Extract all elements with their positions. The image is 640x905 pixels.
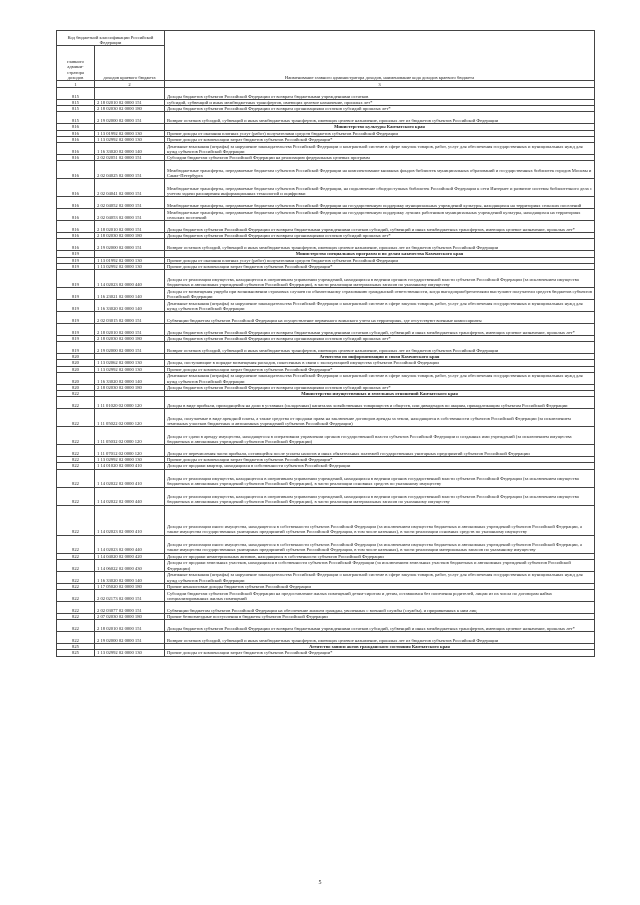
- table-row: [57, 620, 595, 632]
- admin-code-cell: 820: [57, 372, 95, 384]
- revenue-name-cell: Прочие доходы от оказания платных услуг (работ) получателями средств бюджетов субъектов Российской Федерации: [165, 257, 595, 263]
- admin-code-cell: 815: [57, 88, 95, 100]
- admin-code-cell: 822: [57, 391, 95, 397]
- revenue-code-cell: 2 07 02030 02 0000 180: [95, 614, 165, 620]
- admin-code-cell: 815: [57, 106, 95, 112]
- admin-code-cell: 820: [57, 360, 95, 366]
- admin-column-header: главного админи-стратора доходов: [57, 46, 95, 81]
- admin-code-cell: 822: [57, 505, 95, 535]
- admin-code-cell: 820: [57, 366, 95, 372]
- revenue-code-cell: 1 16 33020 02 0000 140: [95, 571, 165, 583]
- revenue-name-cell: Возврат остатков субсидий, субвенций и иных межбюджетных трансфертов, имеющих целевое назначение, прошлых лет из бюджетов субъектов Российской Федерации: [165, 632, 595, 644]
- revenue-name-cell: Прочие доходы от компенсации затрат бюджетов субъектов Российской Федерации*: [165, 366, 595, 372]
- revenue-code-cell: 2 02 04053 02 0000 151: [95, 209, 165, 221]
- revenue-name-cell: Прочие доходы от компенсации затрат бюджетов субъектов Российской Федерации*: [165, 136, 595, 142]
- admin-code-cell: 822: [57, 535, 95, 553]
- revenue-code-cell: 1 14 02022 02 0000 410: [95, 469, 165, 487]
- revenue-name-cell: Доходы, получаемые в виде арендной платы, а также средства от продажи права на заключение договоров аренды за земли, находящиеся в собственности субъектов Российской Федерации (за исключением земельных участков бюджетных и автономных учреждений субъектов Российской Федерации): [165, 409, 595, 427]
- admin-code-cell: 819: [57, 251, 95, 257]
- admin-code-cell: 822: [57, 559, 95, 571]
- revenue-code-cell: 2 18 02030 02 0000 180: [95, 233, 165, 239]
- revenue-code-cell: 2 18 02030 02 0000 180: [95, 106, 165, 112]
- admin-code-cell: 816: [57, 179, 95, 197]
- admin-code-cell: 822: [57, 457, 95, 463]
- table-row: [57, 197, 595, 209]
- admin-code-cell: 822: [57, 583, 95, 589]
- admin-code-cell: 822: [57, 427, 95, 445]
- table-row: [57, 590, 595, 602]
- table-row: [57, 112, 595, 124]
- revenue-code-cell: 1 13 02992 02 0000 130: [95, 366, 165, 372]
- revenue-name-cell: Межбюджетные трансферты, передаваемые бюджетам субъектов Российской Федерации на государственную поддержку лучших работников муниципальных учреждений культуры, находящихся на территориях сельских поселений: [165, 209, 595, 221]
- revenue-code-cell: 2 19 02000 02 0000 151: [95, 239, 165, 251]
- name-column-header: Наименование главного администратора доходов, наименование кода доходов краевого бюджета: [165, 31, 595, 81]
- column-number: 1: [57, 81, 95, 88]
- revenue-name-cell: Доходы бюджетов субъектов Российской Федерации от возврата организациями остатков субсидий прошлых лет*: [165, 233, 595, 239]
- revenue-name-cell: Доходы от возмещения ущерба при возникновении страховых случаев по обязательному страхованию гражданской ответственности, когда выгодоприобретателями выступают получатели средств бюджетов субъектов Российской Федерации: [165, 288, 595, 300]
- revenue-name-cell: Доходы от реализации иного имущества, находящегося в собственности субъектов Российской Федерации (за исключением имущества бюджетных и автономных учреждений субъектов Российской Федерации, а также имущества государственных унитарных предприятий субъектов Российской Федерации, в том числе казенных), в части реализации материальных запасов по указанному имуществу: [165, 535, 595, 553]
- revenue-code-cell: [95, 88, 165, 100]
- admin-code-cell: 816: [57, 233, 95, 239]
- revenue-name-cell: Доходы от продажи нематериальных активов, находящихся в собственности субъектов Российской Федерации: [165, 553, 595, 559]
- revenue-name-cell: Доходы в виде прибыли, приходящейся на доли в уставных (складочных) капиталах хозяйственных товариществ и обществ, или дивидендов по акциям, принадлежащим субъектам Российской Федерации: [165, 397, 595, 409]
- column-number: 2: [95, 81, 165, 88]
- admin-code-cell: 816: [57, 221, 95, 233]
- admin-code-cell: 816: [57, 155, 95, 161]
- admin-code-cell: 820: [57, 384, 95, 390]
- table-row: [57, 409, 595, 427]
- revenue-name-cell: Агентство записи актов гражданского состояния Камчатского края: [165, 644, 595, 650]
- admin-code-cell: 825: [57, 644, 95, 650]
- revenue-name-cell: Межбюджетные трансферты, передаваемые бюджетам субъектов Российской Федерации на комплектование книжных фондов библиотек муниципальных образований и государственных библиотек городов Москвы и Санкт-Петербурга: [165, 161, 595, 179]
- table-row: [57, 312, 595, 324]
- revenue-code-cell: 1 14 02023 02 0000 410: [95, 505, 165, 535]
- table-row: [57, 221, 595, 233]
- revenue-name-cell: Денежные взыскания (штрафы) за нарушение законодательства Российской Федерации о контрактной системе в сфере закупок товаров, работ, услуг для обеспечения государственных и муниципальных нужд для нужд субъектов Российской Федерации: [165, 372, 595, 384]
- table-row: [57, 209, 595, 221]
- page-number: 5: [318, 880, 322, 886]
- revenue-name-cell: Доходы, поступающие в порядке возмещения расходов, понесенных в связи с эксплуатацией имущества субъектов Российской Федерации: [165, 360, 595, 366]
- admin-code-cell: 819: [57, 270, 95, 288]
- revenue-code-cell: 1 13 01992 02 0000 130: [95, 130, 165, 136]
- revenue-code-cell: 1 14 02023 02 0000 440: [95, 270, 165, 288]
- revenue-name-cell: Доходы от продажи квартир, находящихся в собственности субъектов Российской Федерации: [165, 463, 595, 469]
- table-row: [57, 505, 595, 535]
- revenue-name-cell: Доходы от реализации имущества, находящегося в оперативном управлении учреждений, находящихся в ведении органов государственной власти субъектов Российской Федерации (за исключением имущества бюджетных и автономных учреждений субъектов Российской Федерации), в части реализации материальных запасов по указанному имуществу: [165, 487, 595, 505]
- revenue-name-cell: Возврат остатков субсидий, субвенций и иных межбюджетных трансфертов, имеющих целевое назначение, прошлых лет из бюджетов субъектов Российской Федерации: [165, 112, 595, 124]
- revenue-name-cell: Доходы от реализации имущества, находящегося в оперативном управлении учреждений, находящихся в ведении органов государственной власти субъектов Российской Федерации (за исключением имущества бюджетных и автономных учреждений субъектов Российской Федерации), в части реализации основных средств по указанному имуществу: [165, 469, 595, 487]
- admin-code-cell: 822: [57, 553, 95, 559]
- table-row: [57, 342, 595, 354]
- revenue-name-cell: Прочие доходы от компенсации затрат бюджетов субъектов Российской Федерации*: [165, 650, 595, 656]
- admin-code-cell: 816: [57, 197, 95, 209]
- revenue-code-cell: 2 19 02000 02 0000 151: [95, 632, 165, 644]
- revenue-name-cell: Министерство культуры Камчатского края: [165, 124, 595, 130]
- revenue-name-cell: Доходы от перечисления части прибыли, остающейся после уплаты налогов и иных обязательных платежей государственных унитарных предприятий субъектов Российской Федерации: [165, 445, 595, 457]
- revenue-name-cell: Субсидии бюджетам субъектов Российской Федерации на реализацию федеральных целевых программ: [165, 155, 595, 161]
- revenue-name-cell: Доходы от реализации иного имущества, находящегося в собственности субъектов Российской Федерации (за исключением имущества бюджетных и автономных учреждений субъектов Российской Федерации, а также имущества государственных унитарных предприятий субъектов Российской Федерации, в том числе казенных), в части реализации основных средств по указанному имуществу: [165, 505, 595, 535]
- admin-code-cell: 822: [57, 620, 95, 632]
- admin-code-cell: 820: [57, 354, 95, 360]
- table-row: [57, 445, 595, 457]
- table-row: [57, 288, 595, 300]
- revenue-code-cell: 2 19 02000 02 0000 151: [95, 342, 165, 354]
- admin-code-cell: 825: [57, 650, 95, 656]
- revenue-code-cell: 1 13 02992 02 0000 130: [95, 136, 165, 142]
- admin-code-cell: 822: [57, 397, 95, 409]
- revenue-code-cell: 1 16 23021 02 0000 140: [95, 288, 165, 300]
- admin-code-cell: 819: [57, 257, 95, 263]
- admin-code-cell: 816: [57, 161, 95, 179]
- revenue-code-cell: 1 14 02023 02 0000 440: [95, 535, 165, 553]
- admin-code-cell: 819: [57, 336, 95, 342]
- revenue-name-cell: Субсидии бюджетам субъектов Российской Федерации на предоставление жилых помещений детям-сиротам и детям, оставшимся без попечения родителей, лицам из их числа по договорам найма специализированных жилых помещений: [165, 590, 595, 602]
- admin-code-cell: 819: [57, 312, 95, 324]
- revenue-name-cell: Прочие неналоговые доходы бюджетов субъектов Российской Федерации: [165, 583, 595, 589]
- revenue-name-cell: Агентство по информатизации и связи Камчатского края: [165, 354, 595, 360]
- table-row: [57, 300, 595, 312]
- revenue-code-cell: 1 17 05020 02 0000 180: [95, 583, 165, 589]
- revenue-code-cell: 2 18 02010 02 0000 151: [95, 221, 165, 233]
- admin-code-cell: 816: [57, 143, 95, 155]
- table-row: [57, 161, 595, 179]
- revenue-code-cell: 1 16 33020 02 0000 140: [95, 143, 165, 155]
- regional-column-header: доходов краевого бюджета: [95, 46, 165, 81]
- admin-code-cell: 822: [57, 571, 95, 583]
- revenue-code-cell: 2 02 04041 02 0000 151: [95, 179, 165, 197]
- revenue-code-cell: 2 02 02051 02 0000 151: [95, 155, 165, 161]
- table-row: [57, 559, 595, 571]
- admin-code-cell: 815: [57, 100, 95, 106]
- revenue-code-cell: 2 02 02173 02 0000 151: [95, 590, 165, 602]
- revenue-code-cell: 1 11 01020 02 0000 120: [95, 397, 165, 409]
- revenue-code-cell: 1 11 05032 02 0000 120: [95, 427, 165, 445]
- revenue-code-cell: 2 19 02000 02 0000 151: [95, 112, 165, 124]
- revenue-name-cell: Доходы бюджетов субъектов Российской Федерации от возврата бюджетными учреждениями остатков: [165, 88, 595, 100]
- table-row: [57, 179, 595, 197]
- table-row: [57, 571, 595, 583]
- column-number: 3: [165, 81, 595, 88]
- revenue-code-cell: 2 18 02030 02 0000 180: [95, 336, 165, 342]
- revenue-code-cell: 2 02 04052 02 0000 151: [95, 197, 165, 209]
- revenue-code-cell: 1 16 33020 02 0000 140: [95, 372, 165, 384]
- revenue-code-cell: 1 14 01020 02 0000 410: [95, 463, 165, 469]
- table-row: [57, 372, 595, 384]
- revenue-code-cell: 2 02 03015 02 0000 151: [95, 312, 165, 324]
- classification-header: Код бюджетной классификации Российской Федерации: [57, 31, 165, 46]
- table-row: [57, 650, 595, 656]
- column-number-row: [57, 81, 595, 88]
- admin-code-cell: 822: [57, 409, 95, 427]
- revenue-name-cell: Денежные взыскания (штрафы) за нарушение законодательства Российской Федерации о контрактной системе в сфере закупок товаров, работ, услуг для обеспечения государственных и муниципальных нужд для нужд субъектов Российской Федерации: [165, 571, 595, 583]
- revenue-name-cell: субсидий, субвенций и иных межбюджетных трансфертов, имеющих целевое назначение, прошлых лет*: [165, 100, 595, 106]
- revenue-name-cell: Возврат остатков субсидий, субвенций и иных межбюджетных трансфертов, имеющих целевое назначение, прошлых лет из бюджетов субъектов Российской Федерации: [165, 342, 595, 354]
- table-row: [57, 270, 595, 288]
- revenue-code-cell: 1 13 02992 02 0000 130: [95, 650, 165, 656]
- revenue-name-cell: Доходы бюджетов субъектов Российской Федерации от возврата бюджетными учреждениями остатков субсидий, субвенций и иных межбюджетных трансфертов, имеющих целевое назначение, прошлых лет*: [165, 620, 595, 632]
- table-row: [57, 397, 595, 409]
- admin-code-cell: 822: [57, 632, 95, 644]
- table-row: [57, 632, 595, 644]
- revenue-name-cell: Министерство специальных программ и по делам казачества Камчатского края: [165, 251, 595, 257]
- revenue-name-cell: Министерство имущественных и земельных отношений Камчатского края: [165, 391, 595, 397]
- revenue-name-cell: Возврат остатков субсидий, субвенций и иных межбюджетных трансфертов, имеющих целевое назначение, прошлых лет из бюджетов субъектов Российской Федерации: [165, 239, 595, 251]
- table-row: [57, 143, 595, 155]
- revenue-code-cell: 2 18 02010 02 0000 151: [95, 324, 165, 336]
- revenue-code-cell: 1 13 01992 02 0000 130: [95, 257, 165, 263]
- admin-code-cell: 816: [57, 239, 95, 251]
- revenue-name-cell: Доходы бюджетов субъектов Российской Федерации от возврата организациями остатков субсидий прошлых лет*: [165, 336, 595, 342]
- revenue-code-cell: 1 14 02022 02 0000 440: [95, 487, 165, 505]
- admin-code-cell: 819: [57, 288, 95, 300]
- revenue-name-cell: Доходы от продажи земельных участков, находящихся в собственности субъектов Российской Федерации (за исключением земельных участков бюджетных и автономных учреждений субъектов Российской Федерации): [165, 559, 595, 571]
- admin-code-cell: 816: [57, 136, 95, 142]
- table-row: [57, 427, 595, 445]
- admin-code-cell: 816: [57, 124, 95, 130]
- admin-code-cell: 822: [57, 463, 95, 469]
- revenue-code-cell: 2 18 02010 02 0000 151: [95, 100, 165, 106]
- admin-code-cell: 816: [57, 209, 95, 221]
- table-row: [57, 324, 595, 336]
- admin-code-cell: 819: [57, 300, 95, 312]
- revenue-code-cell: 1 14 06022 02 0000 430: [95, 559, 165, 571]
- revenue-name-cell: Доходы бюджетов субъектов Российской Федерации от возврата организациями остатков субсидий прошлых лет*: [165, 106, 595, 112]
- revenue-name-cell: Доходы бюджетов субъектов Российской Федерации от возврата бюджетными учреждениями остатков субсидий, субвенций и иных межбюджетных трансфертов, имеющих целевое назначение, прошлых лет*: [165, 221, 595, 233]
- revenue-code-cell: 2 02 04025 02 0000 151: [95, 161, 165, 179]
- revenue-code-cell: 1 14 04020 02 0000 420: [95, 553, 165, 559]
- admin-code-cell: 819: [57, 342, 95, 354]
- revenue-name-cell: Субвенции бюджетам субъектов Российской Федерации на обеспечение жильем граждан, уволенных с военной службы (службы), и приравненных к ним лиц: [165, 602, 595, 614]
- revenue-code-cell: 1 13 02992 02 0000 130: [95, 263, 165, 269]
- revenue-name-cell: Доходы от сдачи в аренду имущества, находящегося в оперативном управлении органов государственной власти субъектов Российской Федерации и созданных ими учреждений (за исключением имущества бюджетных и автономных учреждений субъектов Российской Федерации): [165, 427, 595, 445]
- revenue-code-cell: 2 18 02010 02 0000 151: [95, 620, 165, 632]
- admin-code-cell: 815: [57, 112, 95, 124]
- revenue-name-cell: Прочие доходы от компенсации затрат бюджетов субъектов Российской Федерации*: [165, 457, 595, 463]
- table-header-row: [57, 31, 595, 46]
- admin-code-cell: 822: [57, 590, 95, 602]
- revenue-name-cell: Межбюджетные трансферты, передаваемые бюджетам субъектов Российской Федерации, на подключение общедоступных библиотек Российской Федерации к сети Интернет и развитие системы библиотечного дела с учетом задачи расширения информационных технологий и оцифровки: [165, 179, 595, 197]
- revenue-name-cell: Субвенции бюджетам субъектов Российской Федерации на осуществление первичного воинского учета на территориях, где отсутствуют военные комиссариаты: [165, 312, 595, 324]
- revenue-code-cell: 1 16 33020 02 0000 140: [95, 300, 165, 312]
- revenue-code-cell: 2 18 02030 02 0000 180: [95, 384, 165, 390]
- revenue-code-cell: 1 13 02062 02 0000 130: [95, 360, 165, 366]
- table-row: [57, 602, 595, 614]
- revenue-name-cell: Денежные взыскания (штрафы) за нарушение законодательства Российской Федерации о контрактной системе в сфере закупок товаров, работ, услуг для обеспечения государственных и муниципальных нужд для нужд субъектов Российской Федерации: [165, 143, 595, 155]
- revenue-code-cell: 1 11 07012 02 0000 120: [95, 445, 165, 457]
- revenue-name-cell: Межбюджетные трансферты, передаваемые бюджетам субъектов Российской Федерации на государственную поддержку муниципальных учреждений культуры, находящихся на территориях сельских поселений: [165, 197, 595, 209]
- admin-code-cell: 822: [57, 469, 95, 487]
- revenue-administrators-table: [56, 30, 595, 657]
- admin-code-cell: 819: [57, 324, 95, 336]
- admin-code-cell: 819: [57, 263, 95, 269]
- admin-code-cell: 822: [57, 445, 95, 457]
- table-row: [57, 239, 595, 251]
- table-row: [57, 487, 595, 505]
- revenue-name-cell: Прочие доходы от компенсации затрат бюджетов субъектов Российской Федерации*: [165, 263, 595, 269]
- table-row: [57, 535, 595, 553]
- revenue-name-cell: Доходы бюджетов субъектов Российской Федерации от возврата бюджетными учреждениями остатков субсидий, субвенций и иных межбюджетных трансфертов, имеющих целевое назначение, прошлых лет*: [165, 324, 595, 336]
- revenue-code-cell: 1 11 05022 02 0000 120: [95, 409, 165, 427]
- revenue-code-cell: 1 13 02992 02 0000 130: [95, 457, 165, 463]
- admin-code-cell: 822: [57, 614, 95, 620]
- revenue-name-cell: Денежные взыскания (штрафы) за нарушение законодательства Российской Федерации о контрактной системе в сфере закупок товаров, работ, услуг для обеспечения государственных и муниципальных нужд для нужд субъектов Российской Федерации: [165, 300, 595, 312]
- revenue-name-cell: Доходы от реализации имущества, находящегося в оперативном управлении учреждений, находящихся в ведении органов государственной власти субъектов Российской Федерации (за исключением имущества бюджетных и автономных учреждений субъектов Российской Федерации), в части реализации материальных запасов по указанному имуществу: [165, 270, 595, 288]
- revenue-code-cell: 2 02 03077 02 0000 151: [95, 602, 165, 614]
- admin-code-cell: 822: [57, 602, 95, 614]
- revenue-name-cell: Прочие безвозмездные поступления в бюджеты субъектов Российской Федерации: [165, 614, 595, 620]
- admin-code-cell: 822: [57, 487, 95, 505]
- table-row: [57, 469, 595, 487]
- revenue-name-cell: Доходы бюджетов субъектов Российской Федерации от возврата организациями остатков субсидий прошлых лет*: [165, 384, 595, 390]
- admin-code-cell: 816: [57, 130, 95, 136]
- revenue-name-cell: Прочие доходы от оказания платных услуг (работ) получателями средств бюджетов субъектов Российской Федерации: [165, 130, 595, 136]
- table-row: [57, 88, 595, 100]
